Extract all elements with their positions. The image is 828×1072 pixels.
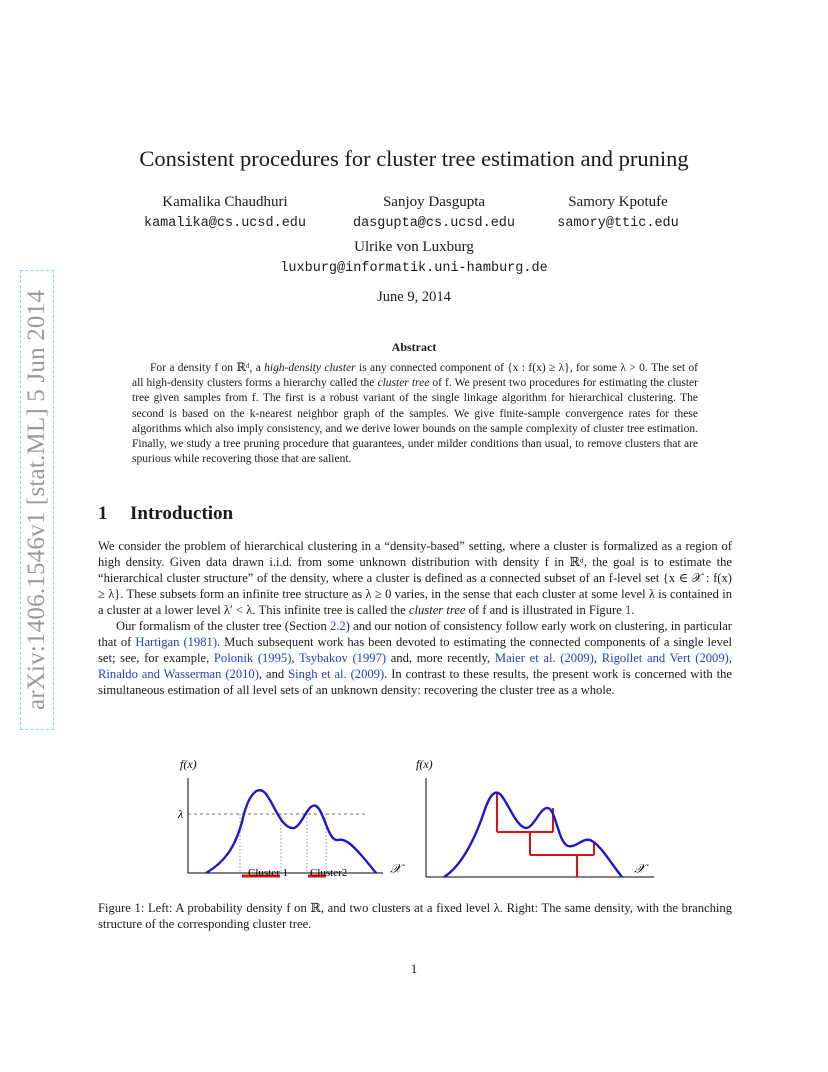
left-ylabel: f(x): [180, 757, 197, 771]
figure-caption: Figure 1: Left: A probability density f on ℝ, and two clusters at a fixed level λ. Right: The same density, with the branching structure of the corresponding cluster tree.: [98, 901, 732, 931]
paragraph: We consider the problem of hierarchical clustering in a “density-based” setting, where a cluster is formalized as a region of high density. Given data drawn i.i.d. from some unknown distribution with density f in ℝᵈ, the goal is to estimate the “hierarchical cluster structure” of the density, where a cluster is defined as a connected subset of an f-level set {x ∈ 𝒳 : f(x) ≥ λ}. These subsets form an infinite tree structure as λ ≥ 0 varies, in the sense that each cluster at some level λ is contained in a cluster at a lower level λ′ < λ. This infinite tree is called the cluster tree of f and is illustrated in Figure 1.: [98, 539, 732, 617]
level-label: λ: [178, 807, 184, 821]
author-name: Kamalika Chaudhuri: [162, 194, 288, 210]
figure-1: [170, 752, 670, 887]
citation-link[interactable]: Maier et al. (2009): [494, 651, 594, 665]
paper-title: Consistent procedures for cluster tree estimation and pruning: [139, 146, 689, 171]
section-number: 1: [98, 503, 108, 524]
citation-link[interactable]: Polonik: [213, 651, 254, 665]
author-2: [339, 191, 529, 235]
paper-date: June 9, 2014: [377, 289, 451, 305]
author-name: Samory Kpotufe: [568, 194, 668, 210]
section-title: Introduction: [130, 503, 234, 524]
density-curve: [444, 793, 622, 877]
section-ref-link[interactable]: 2.2: [329, 619, 346, 633]
figure-ref-link[interactable]: 1: [624, 603, 632, 617]
author-3: [523, 191, 713, 235]
author-email[interactable]: samory@ttic.edu: [557, 216, 679, 231]
arxiv-identifier: arXiv:1406.1546v1 [stat.ML] 5 Jun 2014: [23, 289, 50, 711]
citation-link[interactable]: Hartigan: [135, 635, 180, 649]
citation-link[interactable]: Tsybakov: [299, 651, 348, 665]
figure-right-panel: [416, 757, 654, 877]
citation-year-link[interactable]: (1995): [257, 651, 292, 665]
left-xlabel: 𝒳: [390, 861, 402, 876]
citation-year-link[interactable]: (1997): [352, 651, 387, 665]
author-email[interactable]: kamalika@cs.ucsd.edu: [143, 216, 307, 231]
author-email[interactable]: luxburg@informatik.uni-hamburg.de: [280, 261, 548, 276]
citation-year-link[interactable]: (1981): [183, 635, 218, 649]
cluster2-label: Cluster2: [310, 867, 348, 879]
author-1: [130, 191, 320, 235]
cluster1-label: Cluster 1: [248, 867, 289, 879]
figure-left-panel: [177, 757, 405, 879]
paragraph: Our formalism of the cluster tree (Section 2.2) and our notion of consistency follow early work on clustering, in particular that of Hartigan (1981). Much subsequent work has been devoted to estimating the connected components of a single level set; see, for example, Polonik (1995), Tsybakov (1997) and, more recently, Maier et al. (2009), Rigollet and Vert (2009), Rinaldo and Wasserman (2010), and Singh et al. (2009). In contrast to these results, the present work is concerned with the simultaneous estimation of all level sets of an unknown density: recovering the cluster tree as a whole.: [98, 619, 732, 697]
page-number: 1: [410, 961, 418, 976]
density-curve: [206, 790, 376, 873]
section-heading: [98, 503, 233, 525]
author-email[interactable]: dasgupta@cs.ucsd.edu: [352, 216, 516, 231]
cluster-tree: [497, 792, 594, 877]
author-4: [214, 236, 614, 280]
abstract-text: For a density f on ℝᵈ, a high-density cluster is any connected component of {x : f(x) ≥ λ}, for some λ > 0. The set of all high-density clusters forms a hierarchy called the cluster tree of f. We present two procedures for estimating the cluster tree given samples from f. The first is a robust variant of the single linkage algorithm for hierarchical clustering. The second is based on the k-nearest neighbor graph of the samples. We give finite-sample convergence rates for these algorithms which also imply consistency, and we derive lower bounds on the sample complexity of cluster tree estimation. Finally, we study a tree pruning procedure that guarantees, under milder conditions than usual, to remove clusters that are spurious while recovering those that are salient.: [132, 362, 698, 466]
introduction-body: [98, 538, 732, 698]
right-ylabel: f(x): [416, 757, 433, 771]
author-name: Ulrike von Luxburg: [354, 239, 474, 255]
citation-link[interactable]: Rinaldo and Wasserman (2010): [98, 667, 259, 681]
citation-link[interactable]: Rigollet and Vert (2009): [601, 651, 729, 665]
author-name: Sanjoy Dasgupta: [382, 194, 486, 210]
abstract-heading: Abstract: [391, 340, 437, 354]
right-xlabel: 𝒳: [634, 861, 646, 876]
citation-link[interactable]: Singh et al. (2009): [288, 667, 385, 681]
